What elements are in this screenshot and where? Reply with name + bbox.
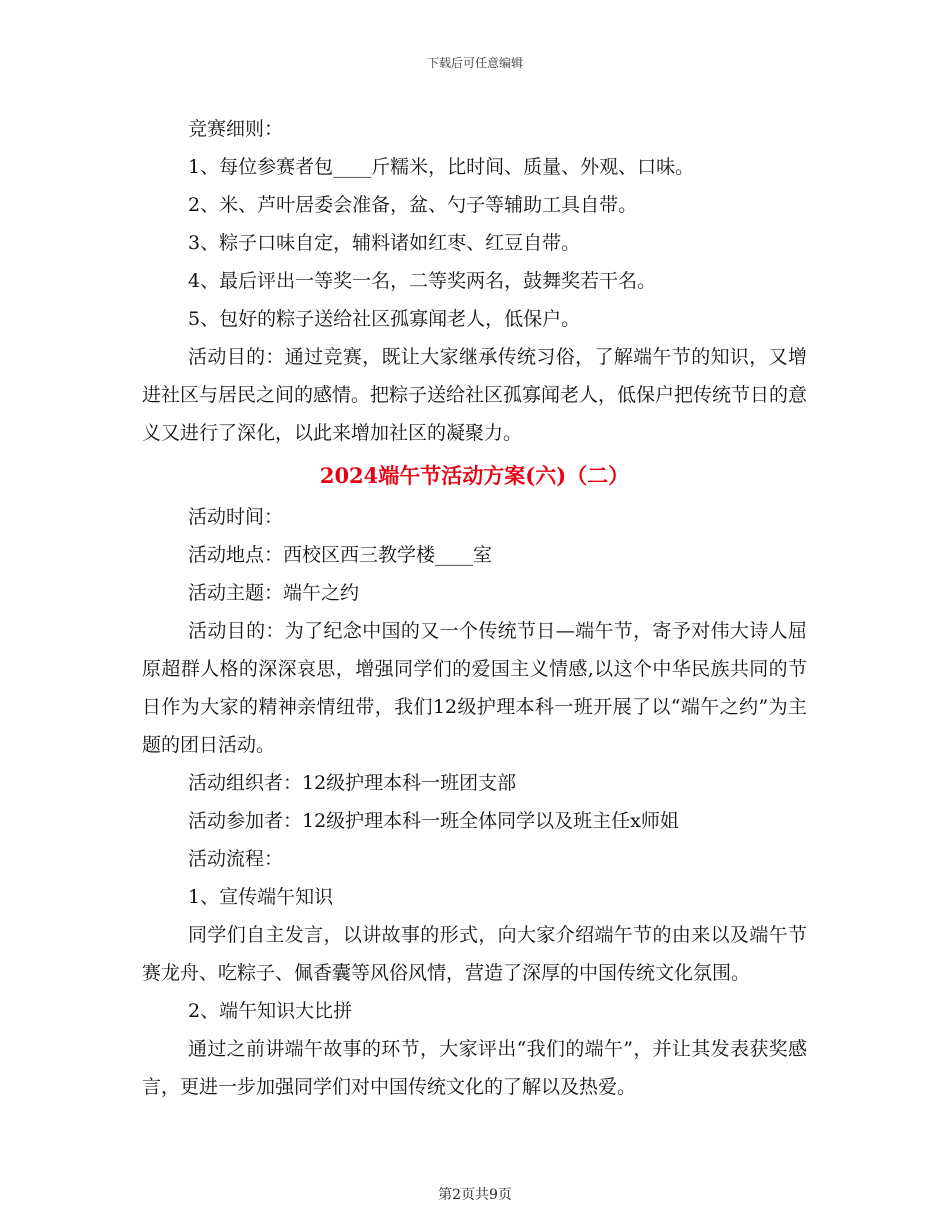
purpose-paragraph-2: 活动目的：为了纪念中国的又一个传统节日—端午节，寄予对伟大诗人屈原超群人格的深深哀思，增强同学们的爱国主义情感,以这个中华民族共同的节日作为大家的精神亲情纽带，我们12级护理本科一班开展了以“端午之约”为主题的团日活动。 <box>142 620 807 756</box>
process-step-2-desc: 通过之前讲端午故事的环节，大家评出“我们的端午”，并让其发表获奖感言，更进一步加强同学们对中国传统文化的了解以及热爱。 <box>142 1038 807 1098</box>
activity-process: 活动流程： <box>188 848 284 870</box>
activity-participants: 活动参加者：12级护理本科一班全体同学以及班主任x师姐 <box>188 810 679 832</box>
rules-heading: 竞赛细则： <box>188 118 284 140</box>
activity-theme: 活动主题：端午之约 <box>188 582 360 604</box>
activity-place: 活动地点：西校区西三教学楼____室 <box>188 544 493 566</box>
page-header: 下载后可任意编辑 <box>426 56 523 70</box>
purpose-paragraph-1: 活动目的：通过竞赛，既让大家继承传统习俗，了解端午节的知识，又增进社区与居民之间的感情。把粽子送给社区孤寡闻老人，低保户把传统节日的意义又进行了深化，以此来增加社区的凝聚力。 <box>142 346 808 444</box>
activity-organizer: 活动组织者：12级护理本科一班团支部 <box>188 772 517 794</box>
document-body <box>142 110 807 1106</box>
rule-item-1: 1、每位参赛者包____斤糯米，比时间、质量、外观、口味。 <box>188 156 695 178</box>
rule-item-4: 4、最后评出一等奖一名，二等奖两名，鼓舞奖若干名。 <box>188 270 657 292</box>
page-footer: 第2页共9页 <box>438 1187 512 1203</box>
rule-item-2: 2、米、芦叶居委会准备，盆、勺子等辅助工具自带。 <box>188 194 638 216</box>
process-step-1: 1、宣传端午知识 <box>188 886 334 908</box>
process-step-2: 2、端午知识大比拼 <box>188 1000 353 1022</box>
rule-item-5: 5、包好的粽子送给社区孤寡闻老人，低保户。 <box>188 308 581 330</box>
rule-item-3: 3、粽子口味自定，辅料诸如红枣、红豆自带。 <box>188 232 581 254</box>
activity-time: 活动时间： <box>188 506 284 528</box>
process-step-1-desc: 同学们自主发言，以讲故事的形式，向大家介绍端午节的由来以及端午节赛龙舟、吃粽子、佩香囊等风俗风情，营造了深厚的中国传统文化氛围。 <box>142 924 807 984</box>
section-title: 2024端午节活动方案(六)（二） <box>319 463 630 488</box>
